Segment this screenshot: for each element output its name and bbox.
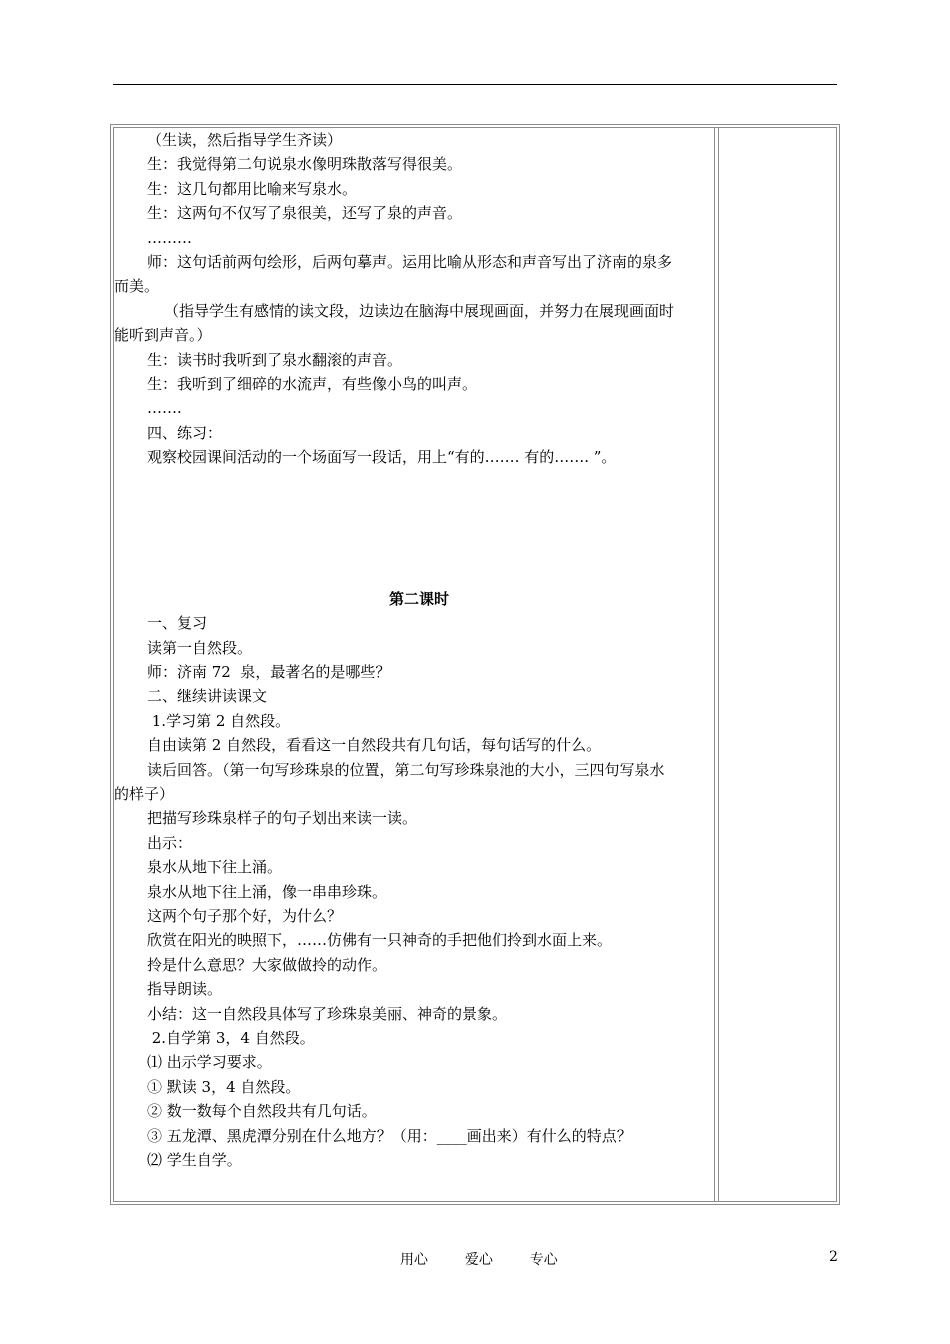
text-line: 读后回答。（第一句写珍珠泉的位置，第二句写珍珠泉池的大小，三四句写泉水 — [147, 760, 665, 779]
text-line: 生：我听到了细碎的水流声，有些像小鸟的叫声。 — [147, 375, 478, 394]
text-line: 四、练习： — [147, 423, 223, 442]
text-line: 出示： — [147, 833, 193, 852]
text-line: ① 默读 3，4 自然段。 — [147, 1077, 301, 1096]
text-line: 能听到声音。） — [114, 326, 212, 345]
text-line: 泉水从地下往上涌，像一串串珍珠。 — [147, 882, 388, 901]
text-line: 泉水从地下往上涌。 — [147, 858, 283, 877]
text-line: 生：我觉得第二句说泉水像明珠散落写得很美。 — [147, 155, 463, 174]
text-line: 自由读第 2 自然段，看看这一自然段共有几句话，每句话写的什么。 — [147, 736, 602, 755]
text-line: 1.学习第 2 自然段。 — [147, 711, 291, 730]
text-line: ② 数一数每个自然段共有几句话。 — [147, 1102, 377, 1121]
text-line: 欣赏在阳光的映照下，……仿佛有一只神奇的手把他们拎到水面上来。 — [147, 931, 613, 950]
text-line: 指导朗读。 — [147, 980, 223, 999]
text-line: ③ 五龙潭、黑虎潭分别在什么地方？（用：____画出来）有什么的特点？ — [147, 1126, 632, 1145]
text-line: 拎是什么意思？大家做做拎的动作。 — [147, 955, 388, 974]
header-rule — [113, 84, 837, 85]
text-line: 生：读书时我听到了泉水翻滚的声音。 — [147, 350, 403, 369]
text-line: 这两个句子那个好，为什么？ — [147, 906, 343, 925]
text-line: 二、继续讲读课文 — [147, 687, 268, 706]
text-line: 小结：这一自然段具体写了珍珠泉美丽、神奇的景象。 — [147, 1004, 508, 1023]
footer-motto: 用心 爱心 专心 — [400, 1252, 558, 1268]
text-line: ……… — [147, 228, 192, 247]
column-divider — [718, 127, 719, 1202]
lesson-content — [114, 128, 714, 1172]
text-line: 师：济南 72 泉，最著名的是哪些？ — [147, 662, 391, 681]
page-number: 2 — [829, 1249, 838, 1265]
section-heading: 第二课时 — [388, 589, 449, 608]
text-line: 生：这两句不仅写了泉很美，还写了泉的声音。 — [147, 204, 463, 223]
column-divider — [714, 127, 715, 1202]
text-line: 师：这句话前两句绘形，后两句摹声。运用比喻从形态和声音写出了济南的泉多 — [147, 253, 673, 272]
text-line: ……. — [147, 399, 182, 418]
text-line: （指导学生有感情的读文段，边读边在脑海中展现画面，并努力在展现画面时 — [164, 301, 675, 320]
text-line: 把描写珍珠泉样子的句子划出来读一读。 — [147, 809, 418, 828]
text-line: ⑴ 出示学习要求。 — [147, 1053, 272, 1072]
text-line: 读第一自然段。 — [147, 638, 253, 657]
text-line: 观察校园课间活动的一个场面写一段话，用上“有的……. 有的……. ”。 — [147, 448, 617, 467]
text-line: 一、复习 — [147, 614, 208, 633]
text-line: ⑵ 学生自学。 — [147, 1151, 242, 1170]
text-line: 的样子） — [114, 784, 175, 803]
text-line: 生：这几句都用比喻来写泉水。 — [147, 179, 358, 198]
spacer — [114, 470, 714, 587]
text-line: 2.自学第 3，4 自然段。 — [147, 1029, 315, 1047]
text-line: 而美。 — [114, 277, 160, 296]
text-line: （生读，然后指导学生齐读） — [147, 131, 343, 149]
